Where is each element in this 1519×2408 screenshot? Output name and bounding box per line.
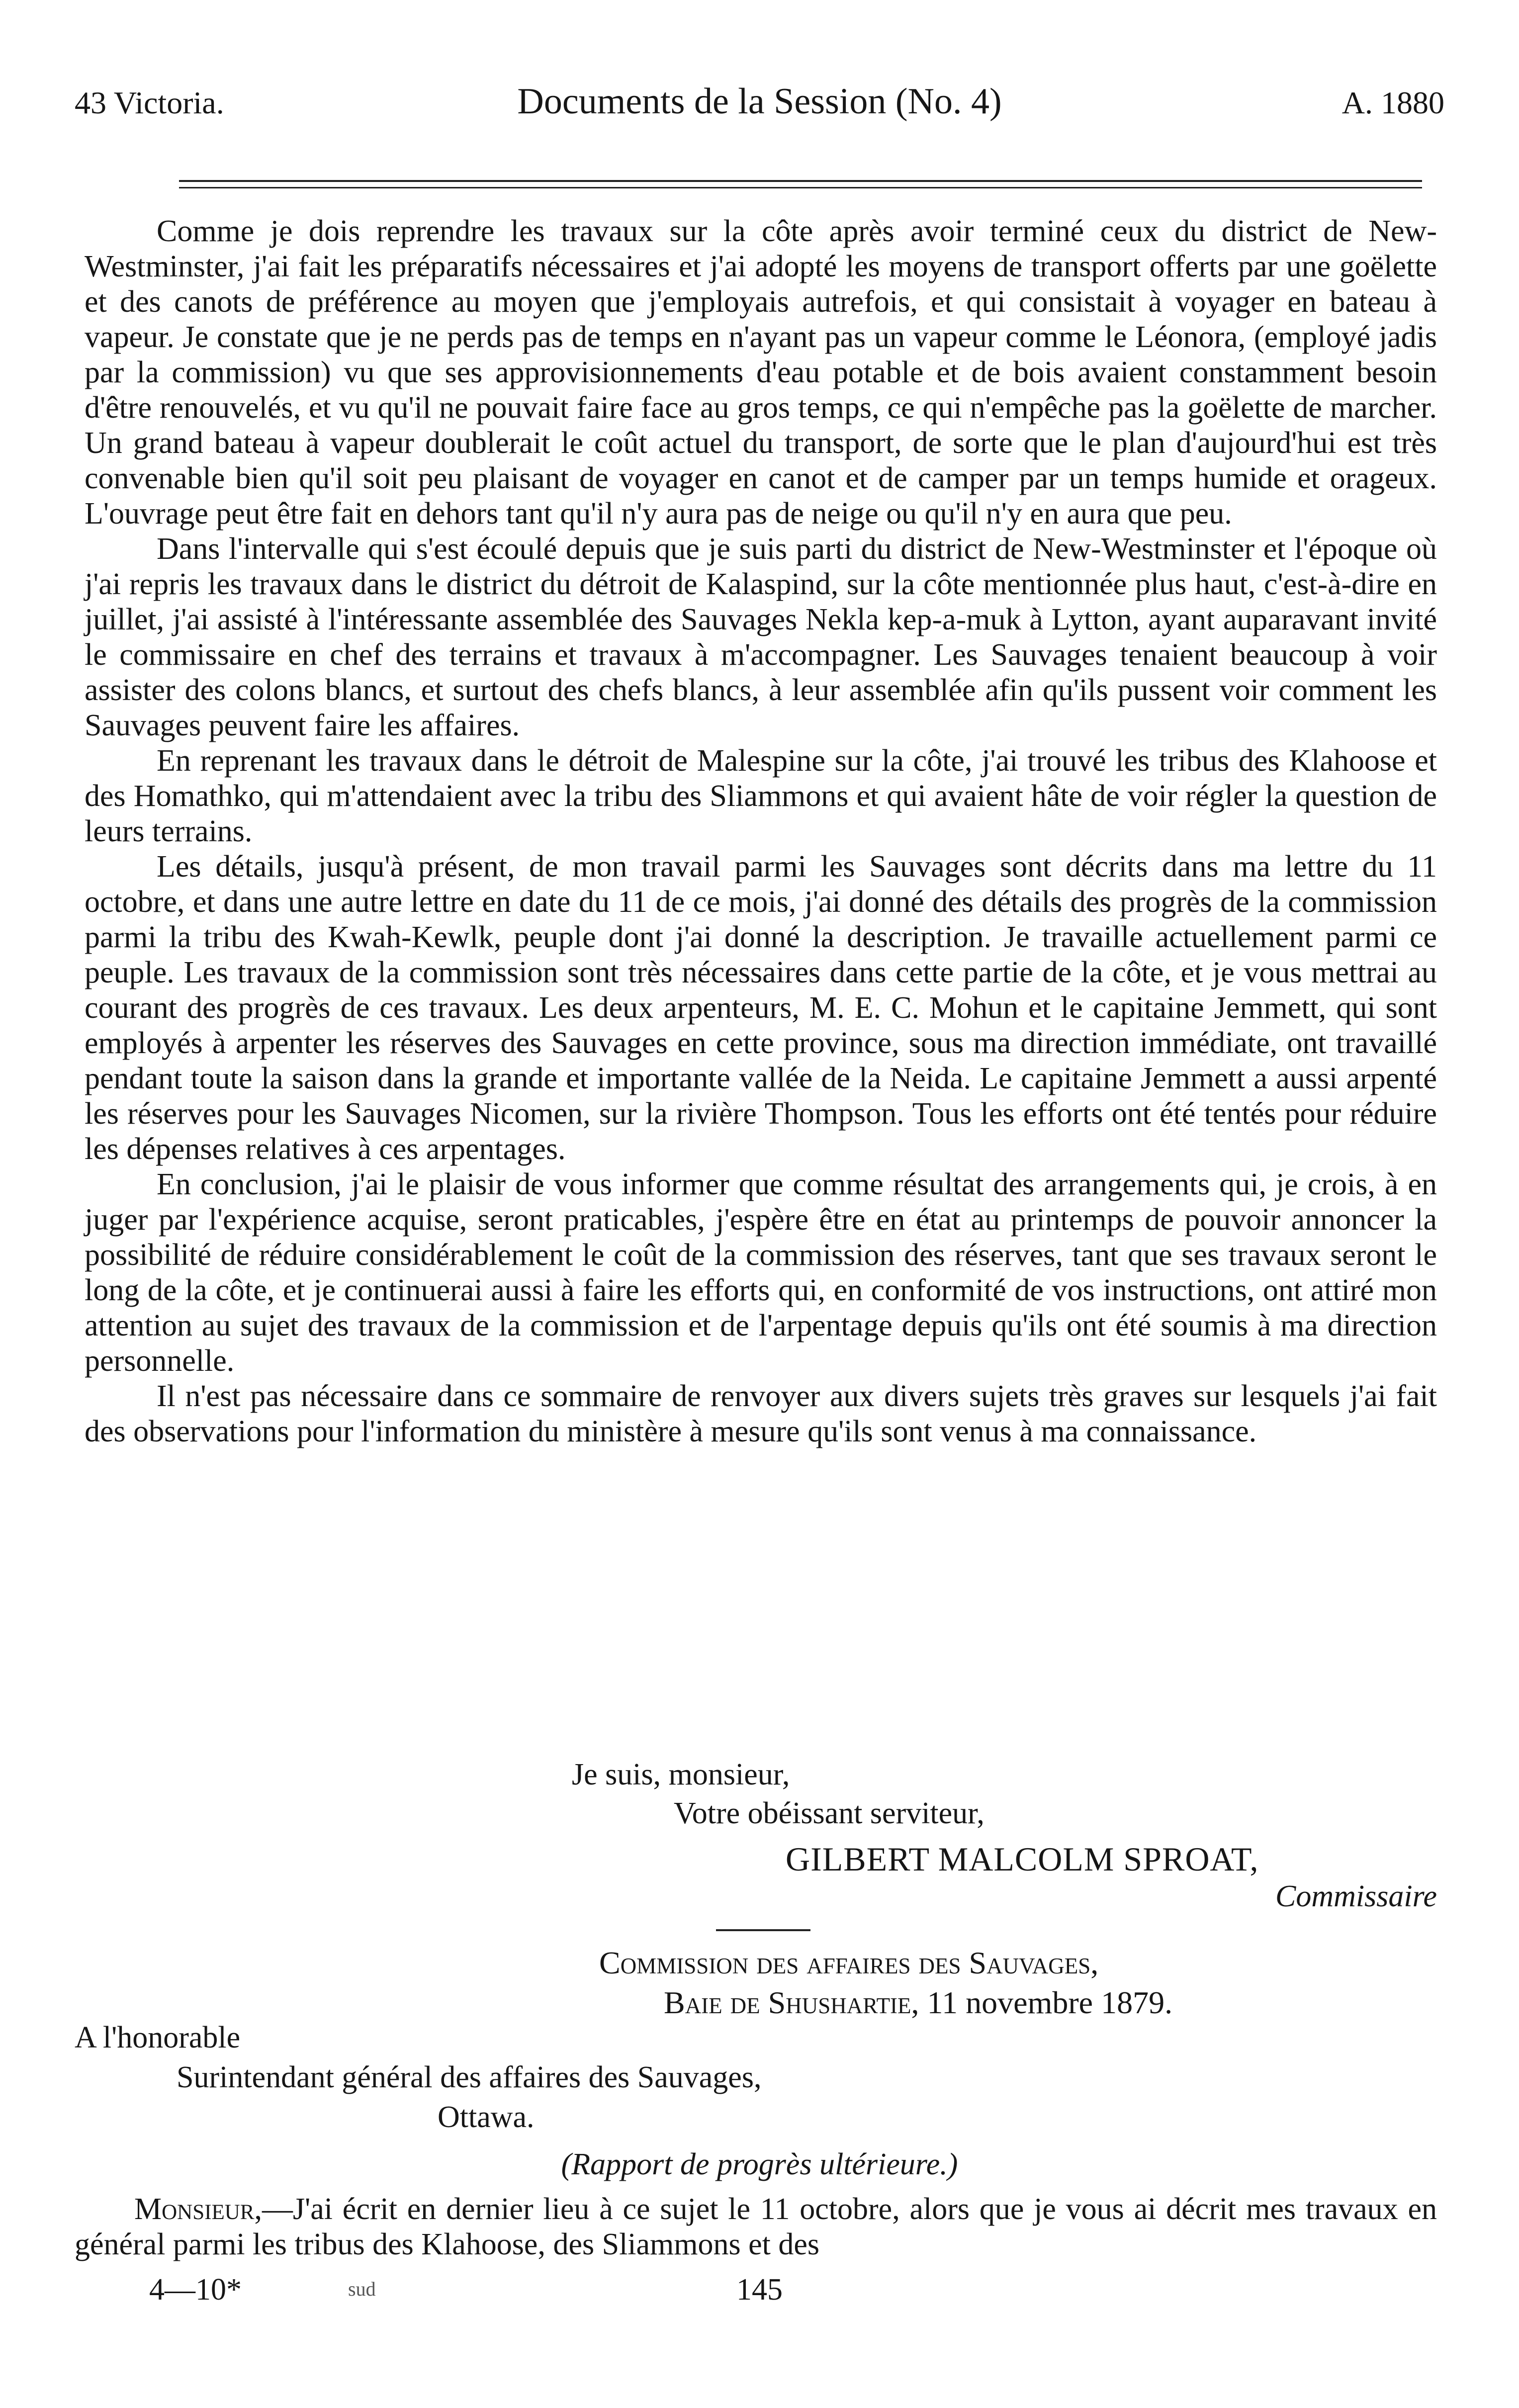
letterhead-place: Baie de Shushartie,	[664, 1985, 919, 2020]
header-volume: 43 Victoria.	[75, 85, 224, 120]
footer-printer-mark: sud	[348, 2278, 376, 2300]
header-year: A. 1880	[1341, 85, 1444, 120]
report-body	[85, 214, 1437, 1449]
paragraph-details: Les détails, jusqu'à présent, de mon travail parmi les Sauvages sont décrits dans ma lettre du 11 octobre, et dans une autre lettre en date du 11 de ce mois, j'ai donné des détails des progrès de la commission parmi la tribu des Kwah-Kewlk, peuple dont j'ai donné la description. Je travaille actuellement parmi ce peuple. Les travaux de la commission sont très nécessaires dans cette partie de la côte, et je vous mettrai au courant des progrès de ces travaux. Les deux arpenteurs, M. E. C. Mohun et le capitaine Jemmett, qui sont employés à arpenter les réserves des Sauvages en cette province, sous ma direction immédiate, ont travaillé pendant toute la saison dans la grande et importante vallée de la Neida. Le capitaine Jemmett a aussi arpenté les réserves pour les Sauvages Nicomen, sur la rivière Thompson. Tous les efforts ont été tentés pour réduire les dépenses relatives à ces arpentages.	[85, 850, 1437, 1166]
address-line-3: Ottawa.	[438, 2100, 535, 2134]
address-line-1: A l'honorable	[75, 2021, 241, 2054]
signature-title: Commissaire	[1275, 1879, 1437, 1913]
header-rule-top	[179, 180, 1422, 182]
page-number: 145	[736, 2273, 783, 2307]
header-title: Documents de la Session (No. 4)	[517, 81, 1002, 122]
paragraph-lytton-assembly: Dans l'intervalle qui s'est écoulé depuis que je suis parti du district de New-Westminster et l'époque où j'ai repris les travaux dans le district du détroit de Kalaspind, sur la côte mentionnée plus haut, c'est-à-dire en juillet, j'ai assisté à l'intéressante assemblée des Sauvages Nekla kep-a-muk à Lytton, ayant auparavant invité le commissaire en chef des terrains et travaux à m'accompagner. Les Sauvages tenaient beaucoup à voir assister des colons blancs, et surtout des chefs blancs, à leur assemblée afin qu'ils pussent voir comment les Sauvages peuvent faire les affaires.	[85, 532, 1437, 742]
letter-salutation: Monsieur,	[134, 2192, 262, 2226]
paragraph-malespine: En reprenant les travaux dans le détroit de Malespine sur la côte, j'ai trouvé les tribus des Klahoose et des Homathko, qui m'attendaient avec la tribu des Sliammons et qui avaient hâte de voir régler la question de leurs terrains.	[85, 744, 1437, 848]
report-subtitle: (Rapport de progrès ultérieure.)	[561, 2147, 958, 2181]
signature-servant: Votre obéissant serviteur,	[674, 1796, 984, 1830]
paragraph-closing: Il n'est pas nécessaire dans ce sommaire de renvoyer aux divers sujets très graves sur lesquels j'ai fait des observations pour l'information du ministère à mesure qu'ils sont venus à ma connaissance.	[85, 1379, 1437, 1448]
letterhead-date: 11 novembre 1879.	[927, 1985, 1173, 2020]
signature-salutation: Je suis, monsieur,	[572, 1758, 790, 1791]
header-rule-bottom	[179, 187, 1422, 188]
paragraph-transport: Comme je dois reprendre les travaux sur la côte après avoir terminé ceux du district de New-Westminster, j'ai fait les préparatifs nécessaires et j'ai adopté les moyens de transport offerts par une goëlette et des canots de préférence au moyen que j'employais autrefois, et qui consistait à voyager en bateau à vapeur. Je constate que je ne perds pas de temps en n'ayant pas un vapeur comme le Léonora, (employé jadis par la commission) vu que ses approvisionnements d'eau potable et de bois avaient constamment besoin d'être renouvelés, et vu qu'il ne pouvait faire face au gros temps, ce qui n'empêche pas la goëlette de marcher. Un grand bateau à vapeur doublerait le coût actuel du transport, de sorte que le plan d'aujourd'hui est très convenable bien qu'il soit peu plaisant de voyager en canot et de camper par un temps humide et orageux. L'ouvrage peut être fait en dehors tant qu'il n'y aura pas de neige ou qu'il n'y en aura que peu.	[85, 214, 1437, 531]
letter-opening-paragraph	[75, 2192, 1437, 2262]
letterhead-place-date	[664, 1984, 1172, 2022]
address-line-2: Surintendant général des affaires des Sauvages,	[177, 2060, 762, 2094]
letter-body	[75, 2192, 1437, 2262]
paragraph-conclusion: En conclusion, j'ai le plaisir de vous informer que comme résultat des arrangements qui, je crois, à en juger par l'expérience acquise, seront praticables, j'espère être en état au printemps de pouvoir annoncer la possibilité de réduire considérablement le coût de la commission des réserves, tant que ses travaux seront le long de la côte, et je continuerai aussi à faire les efforts qui, en conformité de vos instructions, ont attiré mon attention au sujet des travaux de la commission et de l'arpentage depuis qu'ils ont été soumis à ma direction personnelle.	[85, 1167, 1437, 1378]
footer-signature-mark: 4—10*	[149, 2273, 242, 2307]
letter-text: —J'ai écrit en dernier lieu à ce sujet le 11 octobre, alors que je vous ai décrit mes travaux en général parmi les tribus des Klahoose, des Sliammons et des	[75, 2192, 1437, 2261]
signature-name: GILBERT MALCOLM SPROAT,	[786, 1840, 1259, 1878]
running-header	[75, 81, 1444, 144]
letterhead-commission: Commission des affaires des Sauvages,	[599, 1945, 1099, 1980]
section-divider	[716, 1929, 810, 1931]
